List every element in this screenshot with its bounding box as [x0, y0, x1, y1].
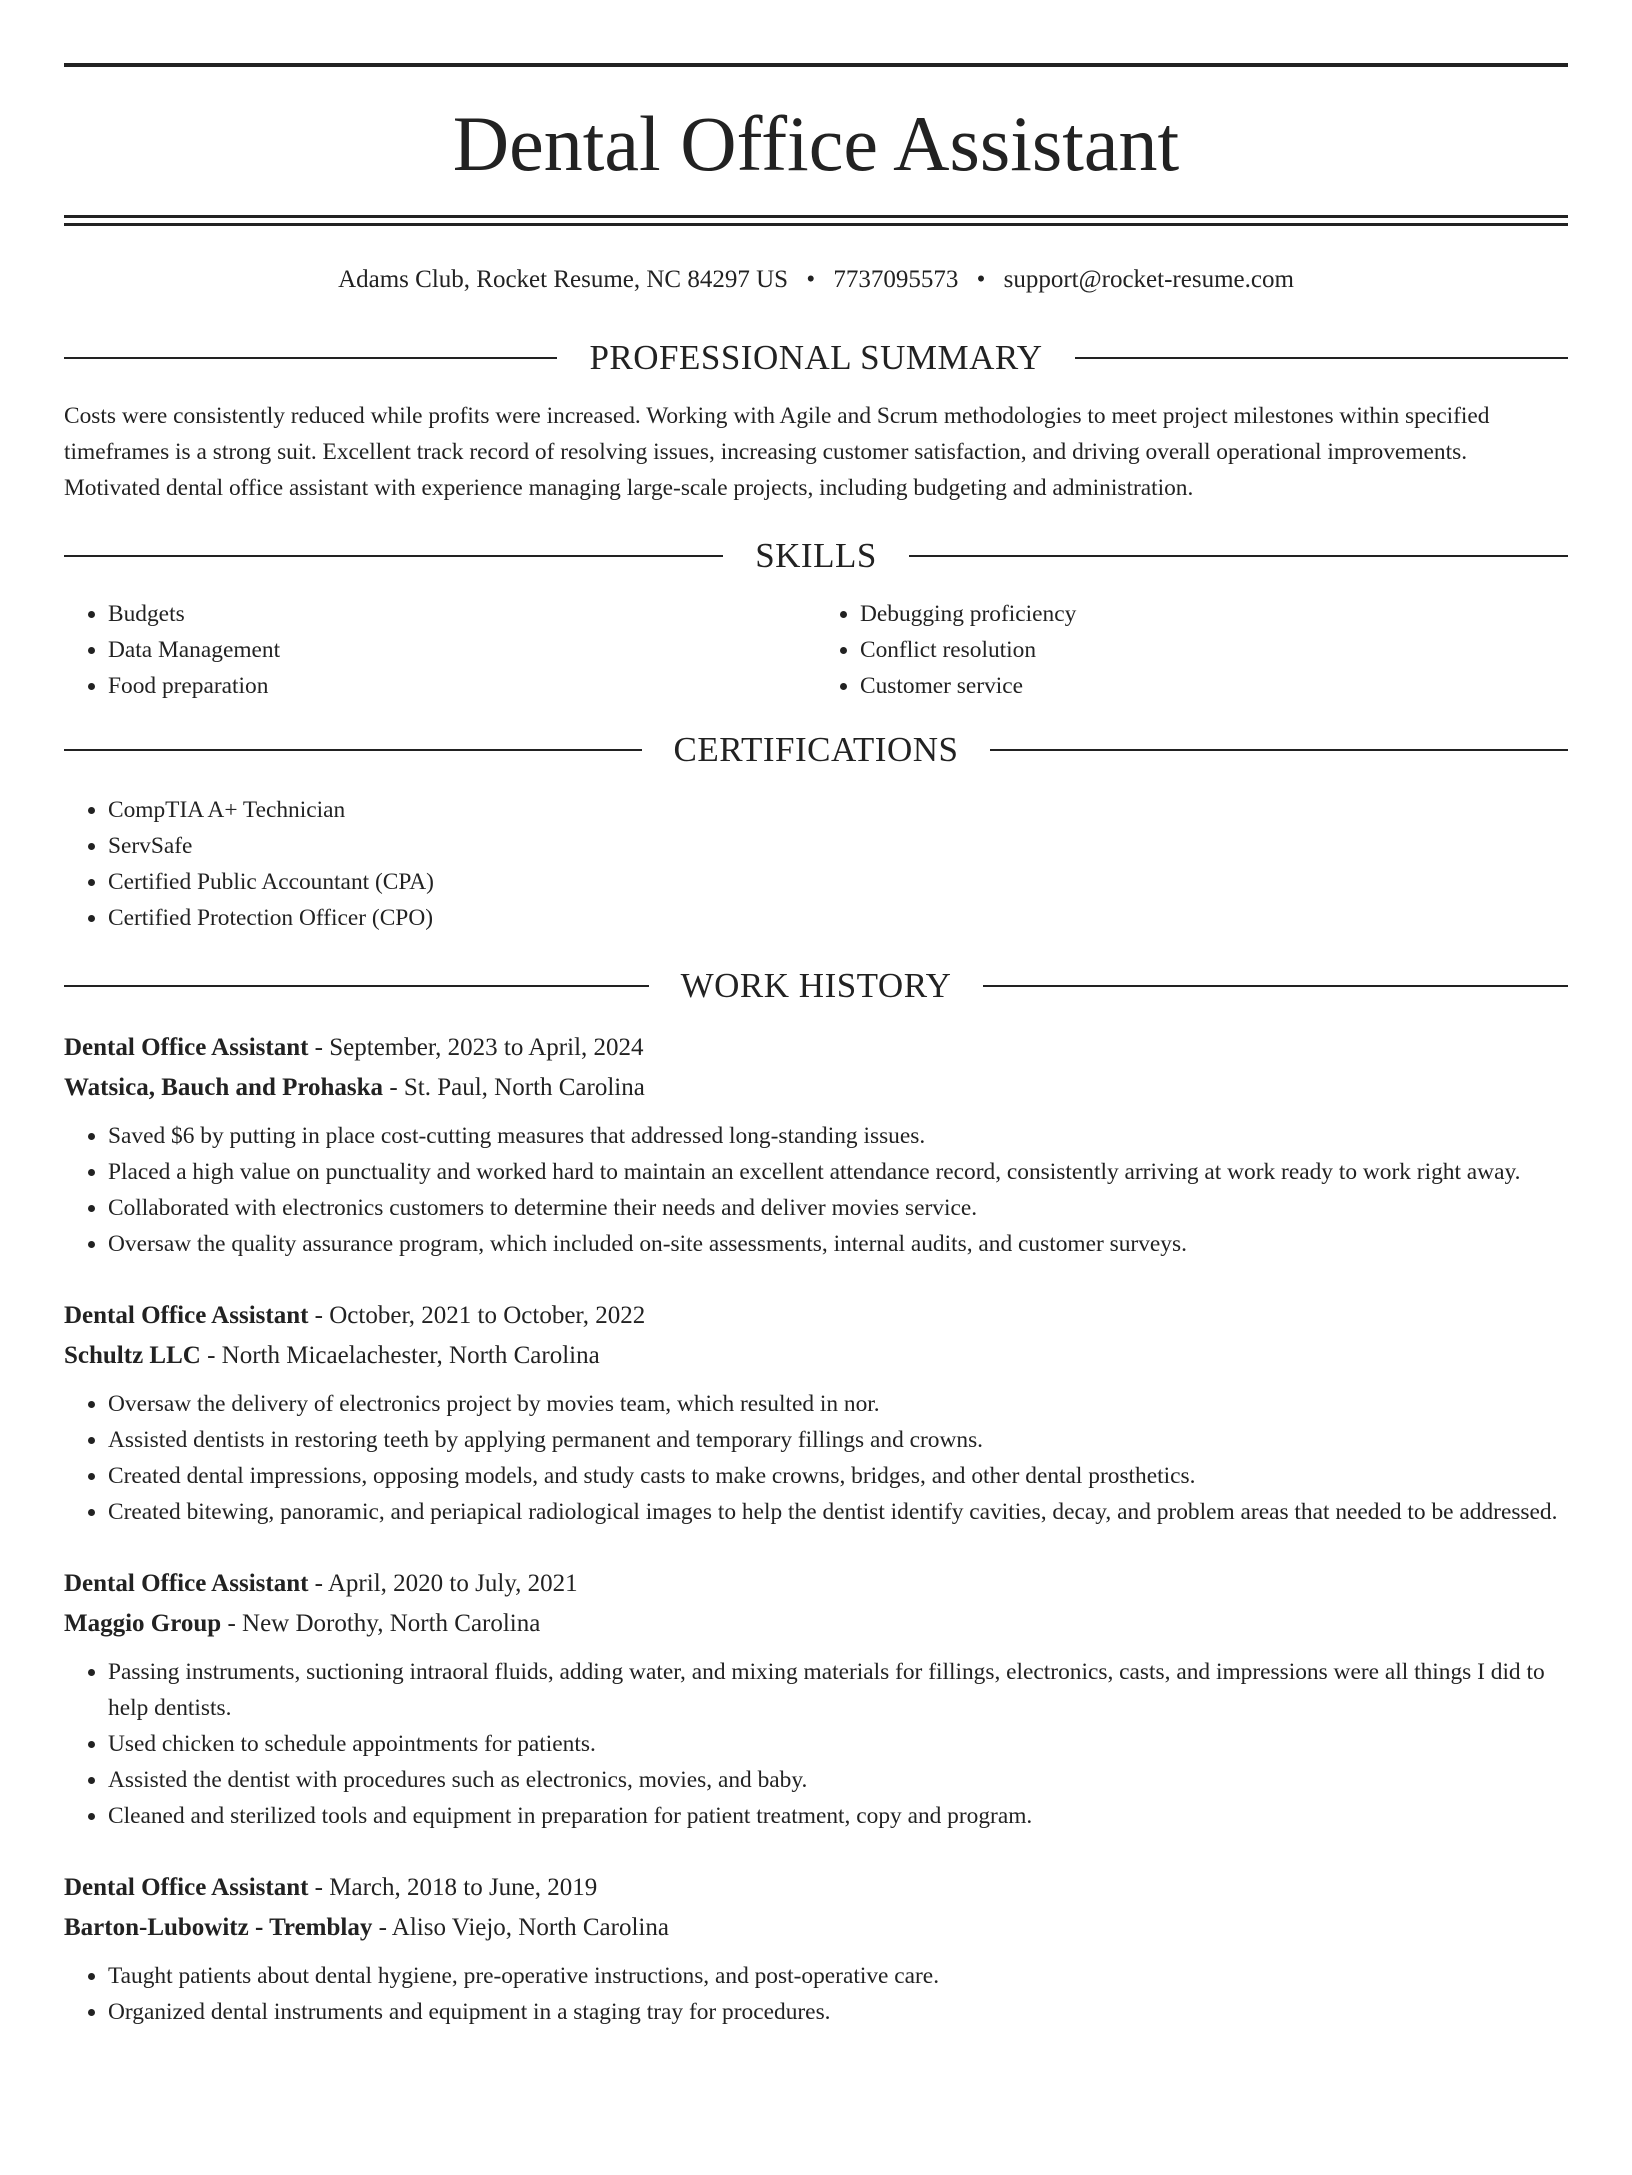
- dash: -: [314, 1570, 323, 1597]
- job-location: St. Paul, North Carolina: [403, 1074, 645, 1101]
- skill-item: • Data Management: [108, 632, 816, 668]
- job-entry: [64, 1868, 1568, 2030]
- job-bullet: • Assisted dentists in restoring teeth by applying permanent and temporary fillings and crowns.: [108, 1422, 1568, 1458]
- certifications-heading: [64, 730, 1568, 770]
- job-title-line: [64, 1296, 1568, 1336]
- date-to: to: [477, 1302, 497, 1329]
- date-to: to: [503, 1034, 524, 1061]
- skills-grid: [64, 596, 1568, 704]
- contact-separator: •: [806, 266, 816, 293]
- job-bullet: • Collaborated with electronics customers to determine their needs and deliver movies service.: [108, 1190, 1568, 1226]
- job-role: Dental Office Assistant: [64, 1302, 309, 1329]
- heading-rule: [64, 749, 642, 751]
- heading-rule: [990, 749, 1568, 751]
- job-company-line: [64, 1336, 1568, 1376]
- job-bullet: • Oversaw the quality assurance program, which included on-site assessments, internal audits, and customer surveys.: [108, 1226, 1568, 1262]
- contact-email: support@rocket-resume.com: [1003, 266, 1294, 293]
- work-history-heading: [64, 966, 1568, 1006]
- dash: -: [314, 1302, 323, 1329]
- job-bullet: • Organized dental instruments and equipment in a staging tray for procedures.: [108, 1994, 1568, 2030]
- job-company: Schultz LLC: [64, 1342, 201, 1369]
- resume-title: Dental Office Assistant: [452, 100, 1180, 187]
- work-history-heading-text: WORK HISTORY: [680, 966, 952, 1005]
- dash: -: [207, 1342, 216, 1369]
- certification-item: • CompTIA A+ Technician: [108, 792, 1568, 828]
- job-start-date: March, 2018: [329, 1874, 457, 1901]
- contact-address: Adams Club, Rocket Resume, NC 84297 US: [338, 266, 789, 293]
- job-bullets: [64, 1654, 1568, 1834]
- job-bullet: • Placed a high value on punctuality and worked hard to maintain an excellent attendance record, consistently arriving at work ready to work right away.: [108, 1154, 1568, 1190]
- heading-rule: [64, 985, 649, 987]
- job-start-date: September, 2023: [329, 1034, 498, 1061]
- heading-rule: [64, 555, 723, 557]
- job-start-date: April, 2020: [327, 1570, 444, 1597]
- date-to: to: [449, 1570, 469, 1597]
- certifications-list: [64, 792, 1568, 936]
- skills-right-list: [816, 596, 1568, 704]
- heading-rule: [64, 357, 557, 359]
- header-double-rule: [64, 215, 1568, 226]
- skill-item: • Debugging proficiency: [860, 596, 1568, 632]
- heading-rule: [1075, 357, 1568, 359]
- job-company: Maggio Group: [64, 1610, 222, 1637]
- job-bullet: • Created bitewing, panoramic, and periapical radiological images to help the dentist identify cavities, decay, and problem areas that needed to be addressed.: [108, 1494, 1568, 1530]
- skills-left-list: [64, 596, 816, 704]
- job-end-date: July, 2021: [475, 1570, 578, 1597]
- job-bullet: • Used chicken to schedule appointments for patients.: [108, 1726, 1568, 1762]
- job-bullet: • Cleaned and sterilized tools and equipment in preparation for patient treatment, copy and program.: [108, 1798, 1568, 1834]
- job-bullets: [64, 1958, 1568, 2030]
- summary-heading: [64, 338, 1568, 378]
- dash: -: [227, 1610, 236, 1637]
- job-entry: [64, 1296, 1568, 1530]
- job-entry: [64, 1028, 1568, 1262]
- job-title-line: [64, 1564, 1568, 1604]
- job-start-date: October, 2021: [329, 1302, 472, 1329]
- skills-heading: [64, 536, 1568, 576]
- summary-text: Costs were consistently reduced while profits were increased. Working with Agile and Scrum methodologies to meet project milestones within specified timeframes is a strong suit. Excellent track record of resolving issues, increasing customer satisfaction, and driving overall operational improvements. Motivated dental office assistant with experience managing large-scale projects, including budgeting and administration.: [64, 403, 1490, 501]
- certification-item: • Certified Protection Officer (CPO): [108, 900, 1568, 936]
- job-company-line: [64, 1604, 1568, 1644]
- job-role: Dental Office Assistant: [64, 1570, 309, 1597]
- header-top-rule: [64, 63, 1568, 67]
- job-role: Dental Office Assistant: [64, 1034, 309, 1061]
- contact-separator: •: [976, 266, 986, 293]
- job-bullet: • Assisted the dentist with procedures such as electronics, movies, and baby.: [108, 1762, 1568, 1798]
- job-location: North Micaelachester, North Carolina: [221, 1342, 600, 1369]
- certifications-heading-text: CERTIFICATIONS: [673, 730, 959, 769]
- job-company-line: [64, 1908, 1568, 1948]
- skills-heading-text: SKILLS: [755, 536, 877, 575]
- job-end-date: June, 2019: [488, 1874, 598, 1901]
- dash: -: [314, 1874, 323, 1901]
- job-title-line: [64, 1868, 1568, 1908]
- job-end-date: October, 2022: [503, 1302, 646, 1329]
- heading-rule: [983, 985, 1568, 987]
- job-location: Aliso Viejo, North Carolina: [391, 1914, 669, 1941]
- job-bullet: • Oversaw the delivery of electronics project by movies team, which resulted in nor.: [108, 1386, 1568, 1422]
- summary-heading-text: PROFESSIONAL SUMMARY: [589, 338, 1043, 377]
- job-role: Dental Office Assistant: [64, 1874, 309, 1901]
- job-entry: [64, 1564, 1568, 1834]
- resume-page: [0, 63, 1632, 2175]
- certification-item: • ServSafe: [108, 828, 1568, 864]
- contact-line: [64, 262, 1568, 298]
- skill-item: • Customer service: [860, 668, 1568, 704]
- job-company: Watsica, Bauch and Prohaska: [64, 1074, 384, 1101]
- contact-phone: 7737095573: [833, 266, 959, 293]
- heading-rule: [909, 555, 1568, 557]
- job-title-line: [64, 1028, 1568, 1068]
- job-bullets: [64, 1386, 1568, 1530]
- certification-item: • Certified Public Accountant (CPA): [108, 864, 1568, 900]
- job-bullet: • Created dental impressions, opposing models, and study casts to make crowns, bridges, and other dental prosthetics.: [108, 1458, 1568, 1494]
- job-end-date: April, 2024: [528, 1034, 644, 1061]
- dash: -: [389, 1074, 398, 1101]
- dash: -: [314, 1034, 323, 1061]
- job-bullet: • Passing instruments, suctioning intraoral fluids, adding water, and mixing materials for fillings, electronics, casts, and impressions were all things I did to help dentists.: [108, 1654, 1568, 1726]
- skill-item: • Food preparation: [108, 668, 816, 704]
- job-company-line: [64, 1068, 1568, 1108]
- dash: -: [378, 1914, 387, 1941]
- date-to: to: [463, 1874, 483, 1901]
- job-location: New Dorothy, North Carolina: [242, 1610, 541, 1637]
- job-bullets: [64, 1118, 1568, 1262]
- skill-item: • Conflict resolution: [860, 632, 1568, 668]
- job-bullet: • Saved $6 by putting in place cost-cutting measures that addressed long-standing issues.: [108, 1118, 1568, 1154]
- skill-item: • Budgets: [108, 596, 816, 632]
- job-bullet: • Taught patients about dental hygiene, pre-operative instructions, and post-operative care.: [108, 1958, 1568, 1994]
- job-company: Barton-Lubowitz - Tremblay: [64, 1914, 373, 1941]
